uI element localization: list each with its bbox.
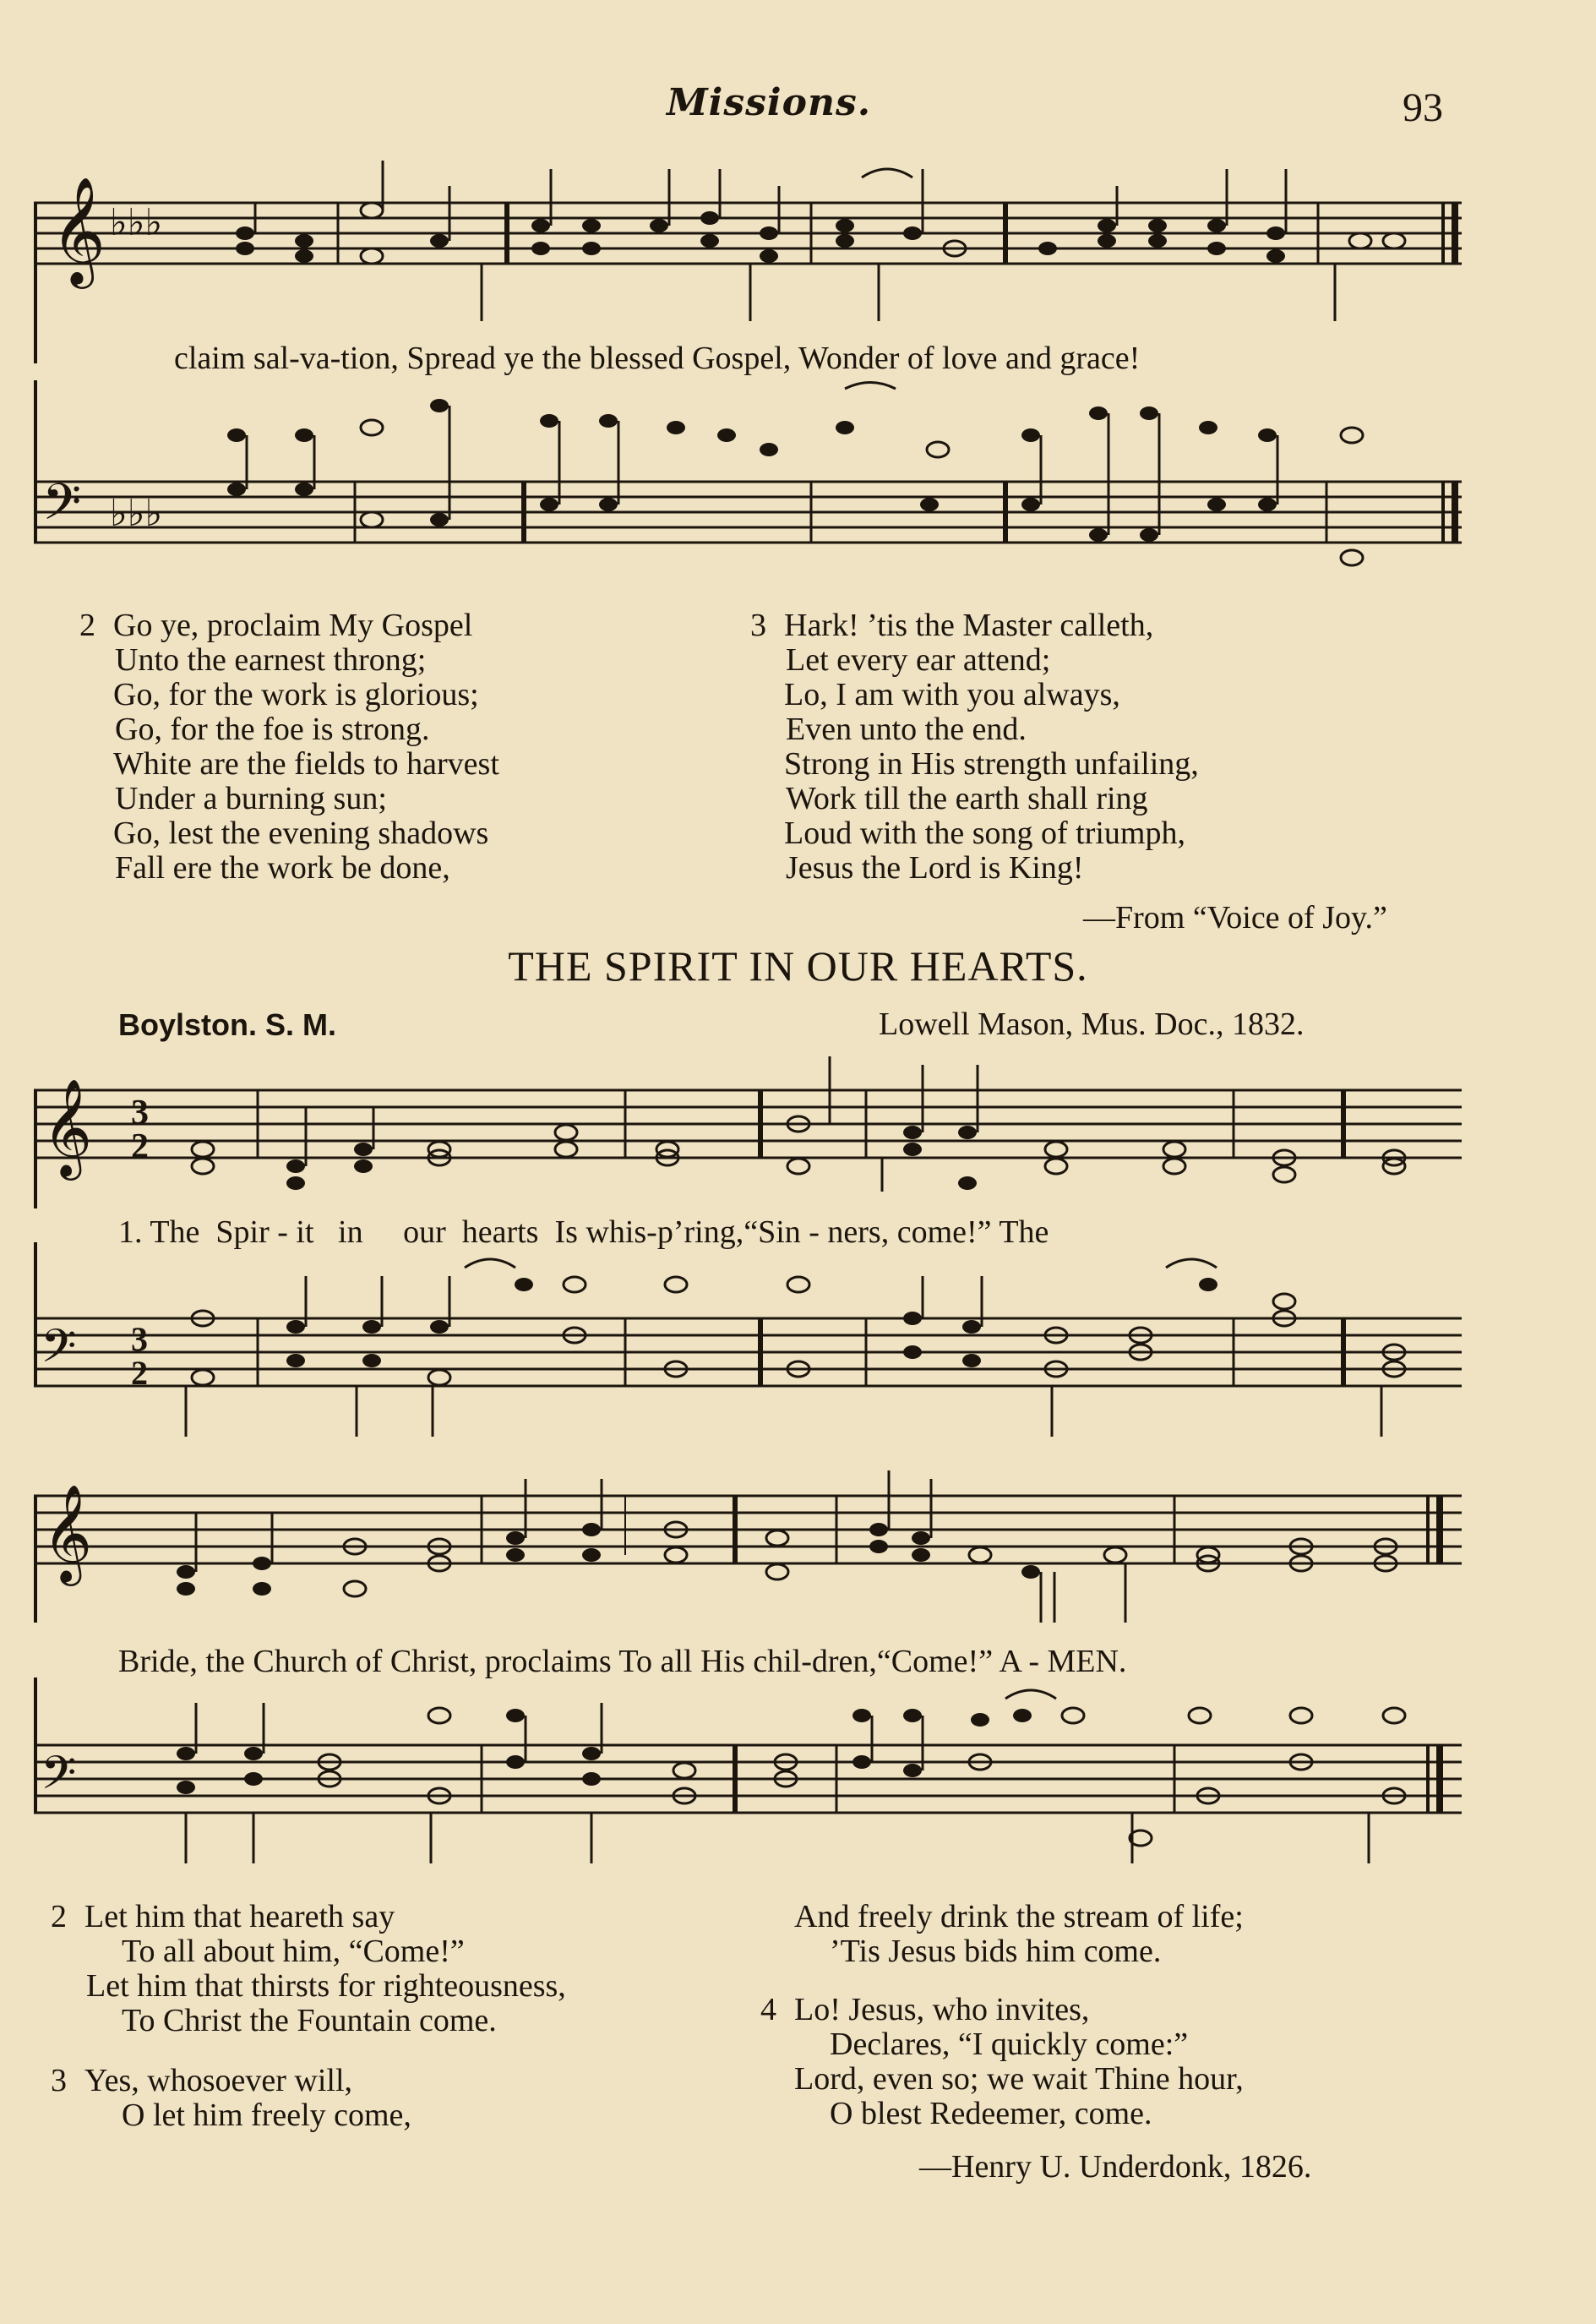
verse-line: Loud with the song of triumph, (784, 816, 1185, 851)
verse-line: Jesus the Lord is King! (786, 850, 1084, 886)
section-title: Missions. (666, 81, 872, 124)
svg-text:𝄢: 𝄢 (41, 1319, 77, 1384)
verse-line: 2 Go ye, proclaim My Gospel (79, 608, 473, 643)
hymn2-verse-4 (760, 1993, 1244, 2131)
hymn1-credit: —From “Voice of Joy.” (1083, 900, 1387, 936)
verse-line: White are the fields to harvest (113, 746, 499, 782)
svg-text:2: 2 (131, 1354, 148, 1392)
verse-line: And freely drink the stream of life; (794, 1899, 1244, 1934)
svg-text:𝄢: 𝄢 (42, 472, 82, 543)
svg-text:♭♭♭: ♭♭♭ (110, 201, 163, 244)
verse-line: 3 Yes, whosoever will, (51, 2063, 353, 2098)
verse-line: Let him that thirsts for righteousness, (86, 1968, 566, 2004)
verse-line: O blest Redeemer, come. (830, 2096, 1152, 2131)
verse-line: Work till the earth shall ring (786, 781, 1148, 816)
time-sig-top: 3 (131, 1094, 149, 1132)
verse-line: ’Tis Jesus bids him come. (830, 1934, 1162, 1969)
verse-line: Even unto the end. (786, 712, 1027, 747)
hymn2-system1-bass (34, 1242, 1470, 1437)
verse-line: O let him freely come, (122, 2098, 411, 2133)
hymn2-lyric-line-2: Bride, the Church of Christ, proclaims To all His chil-dren,“Come!” A - MEN. (118, 1644, 1127, 1679)
verse-line: Strong in His strength unfailing, (784, 746, 1199, 782)
verse-line: Go, lest the evening shadows (113, 816, 489, 851)
verse-line: Unto the earnest throng; (115, 642, 427, 678)
hymn2-system2-bass (34, 1678, 1470, 1863)
hymn2-credit: —Henry U. Underdonk, 1826. (919, 2149, 1312, 2185)
svg-text:𝄞: 𝄞 (42, 1077, 93, 1176)
verse-line: Go, for the foe is strong. (115, 712, 430, 747)
hymn2-verse-2 (51, 1900, 566, 2038)
time-sig-bottom: 2 (131, 1127, 149, 1166)
hymn2-verse-3-continued (794, 1900, 1244, 1969)
svg-text:𝄞: 𝄞 (51, 176, 106, 284)
hymn2-title: THE SPIRIT IN OUR HEARTS. (508, 942, 1088, 990)
hymn2-tune: Boylston. S. M. (118, 1007, 337, 1042)
hymn1-lyric-line: claim sal-va-tion, Spread ye the blessed Gospel, Wonder of love and grace! (174, 341, 1141, 376)
verse-line: Go, for the work is glorious; (113, 677, 479, 712)
hymn2-composer: Lowell Mason, Mus. Doc., 1832. (879, 1007, 1305, 1042)
svg-text:𝄢: 𝄢 (41, 1746, 77, 1811)
hymn1-bass-staff (34, 380, 1470, 592)
verse-line: 2 Let him that heareth say (51, 1899, 395, 1934)
hymn2-system2-treble (34, 1462, 1470, 1623)
verse-line: To all about him, “Come!” (122, 1934, 465, 1969)
verse-line: Fall ere the work be done, (115, 850, 450, 886)
hymn1-treble-staff (34, 152, 1470, 363)
verse-line: 4 Lo! Jesus, who invites, (760, 1992, 1090, 2027)
verse-line: To Christ the Fountain come. (122, 2003, 497, 2038)
verse-line: Lo, I am with you always, (784, 677, 1120, 712)
verse-line: 3 Hark! ’tis the Master calleth, (750, 608, 1154, 643)
verse-line: Under a burning sun; (115, 781, 387, 816)
hymn2-verse-3 (51, 2064, 411, 2133)
hymn1-verse-3 (750, 608, 1199, 886)
hymn2-lyric-line-1: 1. The Spir - it in our hearts Is whis-p’ring,“Sin - ners, come!” The (118, 1214, 1049, 1250)
verse-line: Lord, even so; we wait Thine hour, (794, 2061, 1244, 2097)
page-number: 93 (1403, 85, 1443, 130)
svg-text:♭♭♭: ♭♭♭ (110, 492, 163, 535)
hymn1-verse-2 (79, 608, 499, 886)
svg-text:𝄞: 𝄞 (42, 1483, 93, 1582)
hymn2-system1-treble (34, 1056, 1470, 1208)
svg-text:3: 3 (131, 1320, 148, 1358)
verse-line: Let every ear attend; (786, 642, 1051, 678)
verse-line: Declares, “I quickly come:” (830, 2027, 1189, 2062)
